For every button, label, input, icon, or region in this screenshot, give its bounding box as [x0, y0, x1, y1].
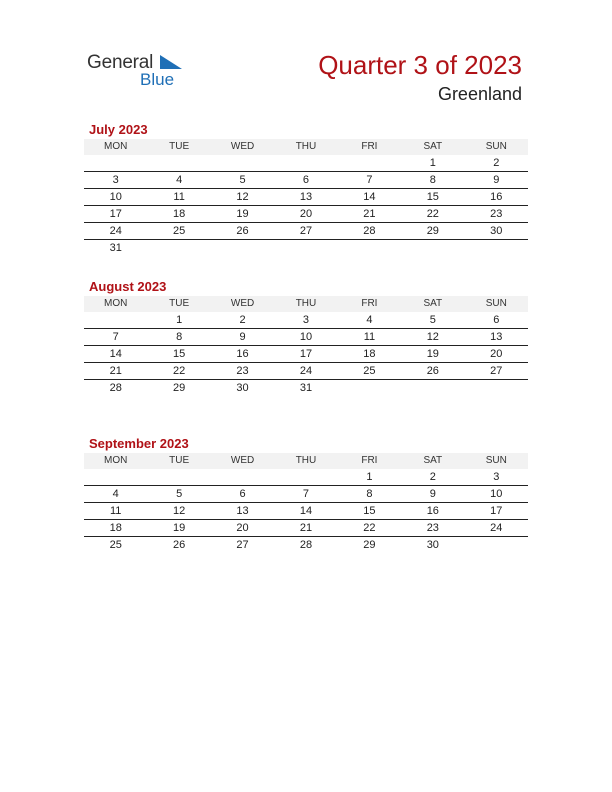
day-cell: 25	[338, 363, 401, 380]
calendar-grid	[84, 453, 528, 553]
day-cell: 6	[211, 486, 274, 503]
logo-triangle-icon	[160, 55, 182, 69]
day-cell: 17	[274, 346, 337, 363]
day-cell: 12	[401, 329, 464, 346]
day-cell: 18	[147, 206, 210, 223]
weekday-label: TUE	[147, 296, 210, 312]
day-cell: 28	[299, 539, 313, 551]
day-cell: 7	[274, 486, 337, 503]
week-row	[84, 240, 528, 257]
calendar-body	[84, 469, 528, 553]
week-row	[84, 503, 528, 520]
day-cell	[84, 312, 147, 329]
day-cell: 3	[274, 312, 337, 329]
month-block-september	[84, 435, 528, 553]
day-cell: 9	[211, 329, 274, 346]
day-cell	[465, 240, 528, 257]
day-cell: 4	[84, 486, 147, 503]
day-cell: 17	[465, 503, 528, 520]
day-cell	[338, 240, 401, 257]
day-cell	[401, 240, 464, 257]
day-cell: 4	[338, 312, 401, 329]
day-cell: 25	[147, 223, 210, 240]
day-cell: 19	[211, 206, 274, 223]
week-row	[84, 312, 528, 329]
day-cell	[465, 537, 528, 554]
day-cell: 24	[84, 223, 147, 240]
day-cell: 3	[84, 172, 147, 189]
day-cell	[465, 380, 528, 397]
week-row	[84, 206, 528, 223]
month-title: July 2023	[89, 122, 148, 137]
day-cell: 21	[274, 520, 337, 537]
weekday-label: WED	[211, 453, 274, 469]
day-cell	[274, 240, 337, 257]
day-cell: 13	[211, 503, 274, 520]
week-row	[84, 486, 528, 503]
calendar-grid	[84, 296, 528, 396]
weekday-label: THU	[274, 296, 337, 312]
day-cell: 18	[84, 520, 147, 537]
day-cell: 20	[211, 520, 274, 537]
week-row	[84, 346, 528, 363]
day-cell: 28	[338, 223, 401, 240]
day-cell: 29	[173, 382, 186, 394]
week-row	[84, 537, 528, 554]
day-cell	[211, 240, 274, 257]
day-cell	[84, 155, 147, 172]
day-cell	[211, 469, 274, 486]
day-cell: 27	[274, 223, 337, 240]
calendar-body	[84, 312, 528, 396]
weekday-label: SUN	[465, 453, 528, 469]
calendar-body	[84, 155, 528, 256]
day-cell: 29	[401, 223, 464, 240]
day-cell	[211, 155, 274, 172]
weekday-header-row	[84, 453, 528, 469]
day-cell: 7	[84, 329, 147, 346]
weekday-label: SAT	[401, 296, 464, 312]
day-cell: 6	[465, 312, 528, 329]
calendar-grid	[84, 139, 528, 256]
day-cell: 16	[401, 503, 464, 520]
month-title: August 2023	[89, 279, 167, 294]
brand-logo	[87, 52, 197, 92]
day-cell: 30	[465, 223, 528, 240]
country-name: Greenland	[437, 84, 522, 104]
weekday-label: SAT	[401, 453, 464, 469]
day-cell: 27	[465, 363, 528, 380]
week-row	[84, 223, 528, 240]
logo-word-general: General	[87, 52, 154, 73]
weekday-label: FRI	[338, 296, 401, 312]
day-cell	[401, 380, 464, 397]
logo-word-blue: Blue	[140, 70, 175, 89]
day-cell: 1	[147, 312, 210, 329]
weekday-label: SUN	[465, 139, 528, 155]
day-cell: 11	[84, 503, 147, 520]
day-cell: 21	[338, 206, 401, 223]
day-cell: 1	[338, 469, 401, 486]
week-row	[84, 172, 528, 189]
day-cell: 24	[274, 363, 337, 380]
weekday-label: SAT	[401, 139, 464, 155]
weekday-label: THU	[274, 139, 337, 155]
day-cell: 23	[401, 520, 464, 537]
day-cell: 29	[363, 539, 376, 551]
day-cell: 14	[338, 189, 401, 206]
day-cell: 2	[401, 469, 464, 486]
day-cell	[84, 469, 147, 486]
day-cell: 17	[84, 206, 147, 223]
day-cell	[147, 469, 210, 486]
weekday-label: TUE	[147, 453, 210, 469]
weekday-label: SUN	[465, 296, 528, 312]
day-cell: 31	[299, 382, 313, 394]
week-row	[84, 380, 528, 397]
day-cell: 13	[465, 329, 528, 346]
weekday-label: WED	[211, 296, 274, 312]
day-cell: 8	[401, 172, 464, 189]
day-cell: 30	[236, 382, 249, 394]
weekday-label: TUE	[147, 139, 210, 155]
day-cell: 4	[147, 172, 210, 189]
day-cell: 18	[338, 346, 401, 363]
day-cell	[274, 155, 337, 172]
day-cell: 28	[109, 382, 122, 394]
day-cell: 26	[401, 363, 464, 380]
day-cell: 30	[426, 539, 439, 551]
day-cell: 26	[173, 539, 186, 551]
day-cell: 11	[147, 189, 210, 206]
page-title: Quarter 3 of 2023	[318, 50, 522, 80]
month-block-august	[84, 278, 528, 396]
day-cell: 22	[401, 206, 464, 223]
day-cell	[147, 155, 210, 172]
day-cell: 1	[401, 155, 464, 172]
day-cell: 14	[84, 346, 147, 363]
weekday-header-row	[84, 296, 528, 312]
day-cell: 7	[338, 172, 401, 189]
day-cell: 10	[274, 329, 337, 346]
week-row	[84, 155, 528, 172]
weekday-label: THU	[274, 453, 337, 469]
day-cell: 25	[109, 539, 122, 551]
day-cell: 3	[465, 469, 528, 486]
day-cell: 6	[274, 172, 337, 189]
day-cell: 13	[274, 189, 337, 206]
week-row	[84, 189, 528, 206]
day-cell: 19	[147, 520, 210, 537]
day-cell: 16	[211, 346, 274, 363]
week-row	[84, 363, 528, 380]
day-cell: 14	[274, 503, 337, 520]
day-cell: 2	[211, 312, 274, 329]
day-cell: 23	[465, 206, 528, 223]
day-cell: 12	[147, 503, 210, 520]
day-cell: 24	[465, 520, 528, 537]
week-row	[84, 469, 528, 486]
day-cell: 5	[401, 312, 464, 329]
day-cell	[147, 240, 210, 257]
weekday-label: MON	[84, 296, 147, 312]
weekday-label: FRI	[338, 139, 401, 155]
day-cell: 2	[465, 155, 528, 172]
weekday-header-row	[84, 139, 528, 155]
day-cell: 11	[338, 329, 401, 346]
month-title: September 2023	[89, 436, 189, 451]
day-cell: 5	[211, 172, 274, 189]
day-cell: 8	[147, 329, 210, 346]
day-cell: 10	[84, 189, 147, 206]
day-cell	[338, 380, 401, 397]
day-cell: 8	[338, 486, 401, 503]
day-cell: 5	[147, 486, 210, 503]
day-cell: 16	[465, 189, 528, 206]
day-cell: 12	[211, 189, 274, 206]
day-cell: 9	[465, 172, 528, 189]
week-row	[84, 520, 528, 537]
day-cell: 15	[147, 346, 210, 363]
day-cell: 10	[465, 486, 528, 503]
day-cell: 20	[274, 206, 337, 223]
day-cell: 31	[109, 242, 122, 254]
weekday-label: WED	[211, 139, 274, 155]
day-cell: 15	[401, 189, 464, 206]
day-cell: 21	[84, 363, 147, 380]
day-cell: 19	[401, 346, 464, 363]
day-cell	[274, 469, 337, 486]
week-row	[84, 329, 528, 346]
weekday-label: FRI	[338, 453, 401, 469]
day-cell	[338, 155, 401, 172]
weekday-label: MON	[84, 139, 147, 155]
month-block-july	[84, 121, 528, 256]
day-cell: 23	[211, 363, 274, 380]
day-cell: 9	[401, 486, 464, 503]
day-cell: 20	[465, 346, 528, 363]
day-cell: 27	[236, 539, 249, 551]
day-cell: 22	[338, 520, 401, 537]
day-cell: 26	[211, 223, 274, 240]
day-cell: 22	[147, 363, 210, 380]
weekday-label: MON	[84, 453, 147, 469]
day-cell: 15	[338, 503, 401, 520]
